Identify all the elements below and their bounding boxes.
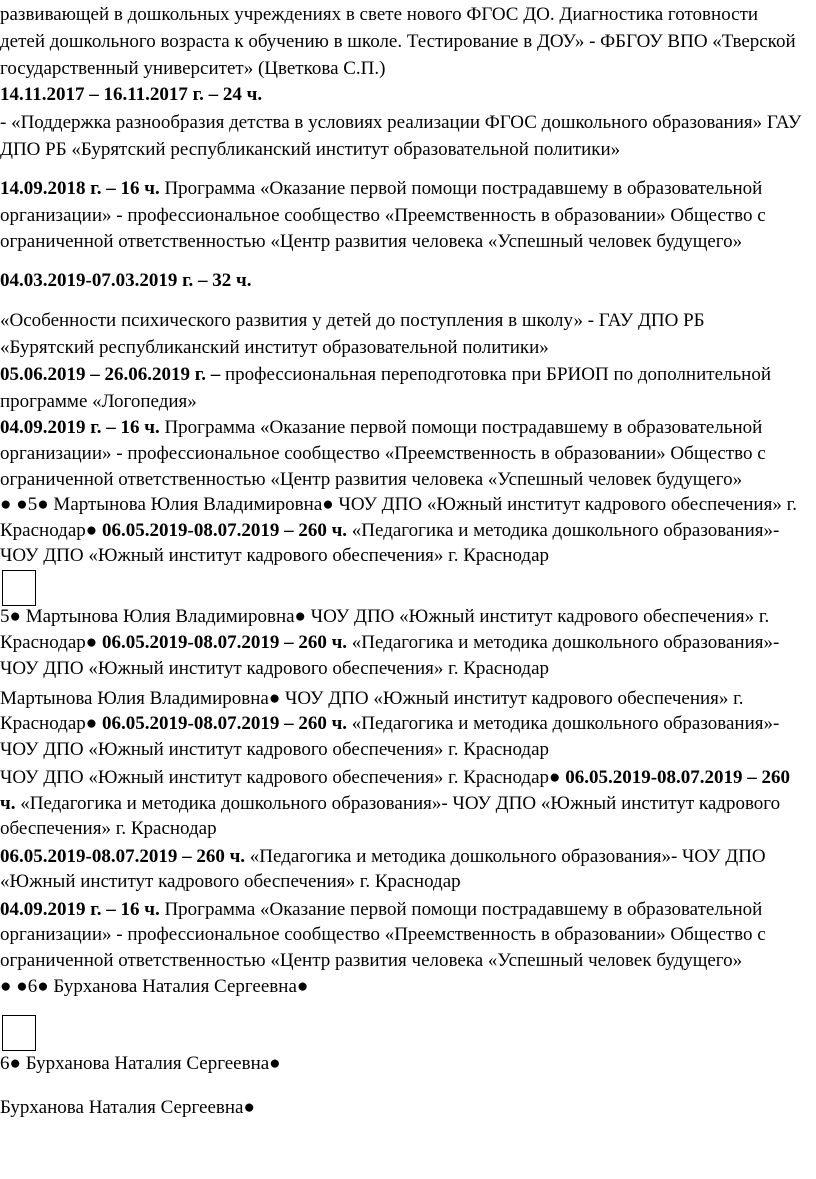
text-line bbox=[0, 922, 766, 948]
text-line bbox=[0, 110, 801, 136]
empty-image-frame bbox=[2, 570, 36, 606]
date-line bbox=[0, 268, 252, 294]
text-span: ограниченной ответственностью «Центр развития человека «Успешный человек будущего» bbox=[0, 469, 743, 490]
text-span: Краснодар● bbox=[0, 520, 98, 541]
text-span: - «Поддержка разнообразия детства в условиях реализации ФГОС дошкольного образования» ГАУ bbox=[0, 112, 802, 133]
text-line bbox=[0, 518, 779, 544]
text-line bbox=[0, 737, 549, 763]
text-span: «Южный институт кадрового обеспечения» г. Краснодар bbox=[0, 871, 461, 892]
text-span: Мартынова Юлия Владимировна● ЧОУ ДПО «Южный институт кадрового обеспечения» г. bbox=[0, 688, 744, 709]
text-span: ЧОУ ДПО «Южный институт кадрового обеспечения» г. Краснодар bbox=[0, 658, 550, 679]
text-line bbox=[0, 441, 766, 467]
text-span: профессиональная переподготовка при БРИОП по дополнительной bbox=[220, 364, 771, 385]
text-span: 5● Мартынова Юлия Владимировна● ЧОУ ДПО «Южный институт кадрового обеспечения» г. bbox=[0, 606, 770, 627]
text-span: организации» - профессиональное сообщество «Преемственность в образовании» Общество с bbox=[0, 205, 766, 226]
text-span: «Педагогика и методика дошкольного образования»- bbox=[347, 520, 780, 541]
text-span: Программа «Оказание первой помощи пострадавшему в образовательной bbox=[159, 178, 763, 199]
date-range: 05.06.2019 – 26.06.2019 г. – bbox=[0, 364, 221, 385]
text-line bbox=[0, 1051, 281, 1077]
text-line bbox=[0, 686, 744, 712]
text-line bbox=[0, 415, 762, 441]
text-line bbox=[0, 869, 461, 895]
text-line bbox=[0, 56, 385, 82]
text-span: Бурханова Наталия Сергеевна● bbox=[0, 1097, 255, 1118]
text-span: ЧОУ ДПО «Южный институт кадрового обеспечения» г. Краснодар● bbox=[0, 767, 561, 788]
date-range: 06.05.2019-08.07.2019 – 260 ч. bbox=[97, 713, 348, 734]
text-span: ● ●5● Мартынова Юлия Владимировна● ЧОУ ДПО «Южный институт кадрового обеспечения» г. bbox=[0, 494, 797, 515]
text-line bbox=[0, 897, 762, 923]
text-span: Краснодар● bbox=[0, 632, 98, 653]
text-line bbox=[0, 604, 769, 630]
text-span: обеспечения» г. Краснодар bbox=[0, 818, 217, 839]
text-span: Программа «Оказание первой помощи пострадавшему в образовательной bbox=[159, 899, 763, 920]
text-span: организации» - профессиональное сообщество «Преемственность в образовании» Общество с bbox=[0, 443, 766, 464]
date-range: 06.05.2019-08.07.2019 – 260 bbox=[560, 767, 791, 788]
text-line bbox=[0, 948, 742, 974]
text-span: ограниченной ответственностью «Центр развития человека «Успешный человек будущего» bbox=[0, 950, 743, 971]
text-line bbox=[0, 492, 797, 518]
text-span: ● ●6● Бурханова Наталия Сергеевна● bbox=[0, 976, 309, 997]
text-line bbox=[0, 816, 217, 842]
date-range: 04.09.2019 г. – 16 ч. bbox=[0, 417, 160, 438]
text-span: ЧОУ ДПО «Южный институт кадрового обеспечения» г. Краснодар bbox=[0, 739, 550, 760]
hours-label: ч. bbox=[0, 793, 16, 814]
date-range: 14.11.2017 – 16.11.2017 г. – 24 ч. bbox=[0, 84, 263, 105]
text-line bbox=[0, 29, 796, 55]
text-span: программе «Логопедия» bbox=[0, 391, 197, 412]
text-line bbox=[0, 844, 766, 870]
text-line bbox=[0, 1095, 255, 1121]
text-span: «Педагогика и методика дошкольного образования»- ЧОУ ДПО «Южный институт кадрового bbox=[15, 793, 781, 814]
date-range: 04.03.2019-07.03.2019 г. – 32 ч. bbox=[0, 270, 252, 291]
text-span: развивающей в дошкольных учреждениях в свете нового ФГОС ДО. Диагностика готовности bbox=[0, 4, 759, 25]
text-span: «Педагогика и методика дошкольного образования»- ЧОУ ДПО bbox=[245, 846, 766, 867]
text-span: детей дошкольного возраста к обучению в школе. Тестирование в ДОУ» - ФБГОУ ВПО «Тверской bbox=[0, 31, 796, 52]
text-line bbox=[0, 229, 742, 255]
date-range: 06.05.2019-08.07.2019 – 260 ч. bbox=[97, 520, 348, 541]
text-span: ДПО РБ «Бурятский республиканский институт образовательной политики» bbox=[0, 139, 621, 160]
text-line bbox=[0, 137, 620, 163]
text-line bbox=[0, 389, 197, 415]
text-span: «Особенности психического развития у детей до поступления в школу» - ГАУ ДПО РБ bbox=[0, 310, 705, 331]
text-line bbox=[0, 467, 742, 493]
date-range: 14.09.2018 г. – 16 ч. bbox=[0, 178, 160, 199]
text-span: ЧОУ ДПО «Южный институт кадрового обеспечения» г. Краснодар bbox=[0, 545, 550, 566]
text-line bbox=[0, 791, 780, 817]
text-line bbox=[0, 335, 549, 361]
text-line bbox=[0, 711, 779, 737]
text-line bbox=[0, 2, 758, 28]
text-span: «Педагогика и методика дошкольного образования»- bbox=[347, 713, 780, 734]
text-line bbox=[0, 203, 766, 229]
date-line bbox=[0, 82, 262, 108]
text-line bbox=[0, 308, 705, 334]
text-line bbox=[0, 765, 790, 791]
date-range: 06.05.2019-08.07.2019 – 260 ч. bbox=[97, 632, 348, 653]
date-range: 04.09.2019 г. – 16 ч. bbox=[0, 899, 160, 920]
empty-image-frame bbox=[2, 1015, 36, 1051]
text-line bbox=[0, 176, 762, 202]
text-span: «Педагогика и методика дошкольного образования»- bbox=[347, 632, 780, 653]
text-line bbox=[0, 974, 308, 1000]
text-line bbox=[0, 656, 549, 682]
date-range: 06.05.2019-08.07.2019 – 260 ч. bbox=[0, 846, 246, 867]
text-line bbox=[0, 543, 549, 569]
text-span: организации» - профессиональное сообщество «Преемственность в образовании» Общество с bbox=[0, 924, 766, 945]
text-span: Краснодар● bbox=[0, 713, 98, 734]
text-line bbox=[0, 630, 779, 656]
text-span: «Бурятский республиканский институт образовательной политики» bbox=[0, 337, 549, 358]
text-line bbox=[0, 362, 771, 388]
text-span: 6● Бурханова Наталия Сергеевна● bbox=[0, 1053, 281, 1074]
text-span: государственный университет» (Цветкова С.П.) bbox=[0, 58, 386, 79]
text-span: ограниченной ответственностью «Центр развития человека «Успешный человек будущего» bbox=[0, 231, 743, 252]
text-span: Программа «Оказание первой помощи пострадавшему в образовательной bbox=[159, 417, 763, 438]
